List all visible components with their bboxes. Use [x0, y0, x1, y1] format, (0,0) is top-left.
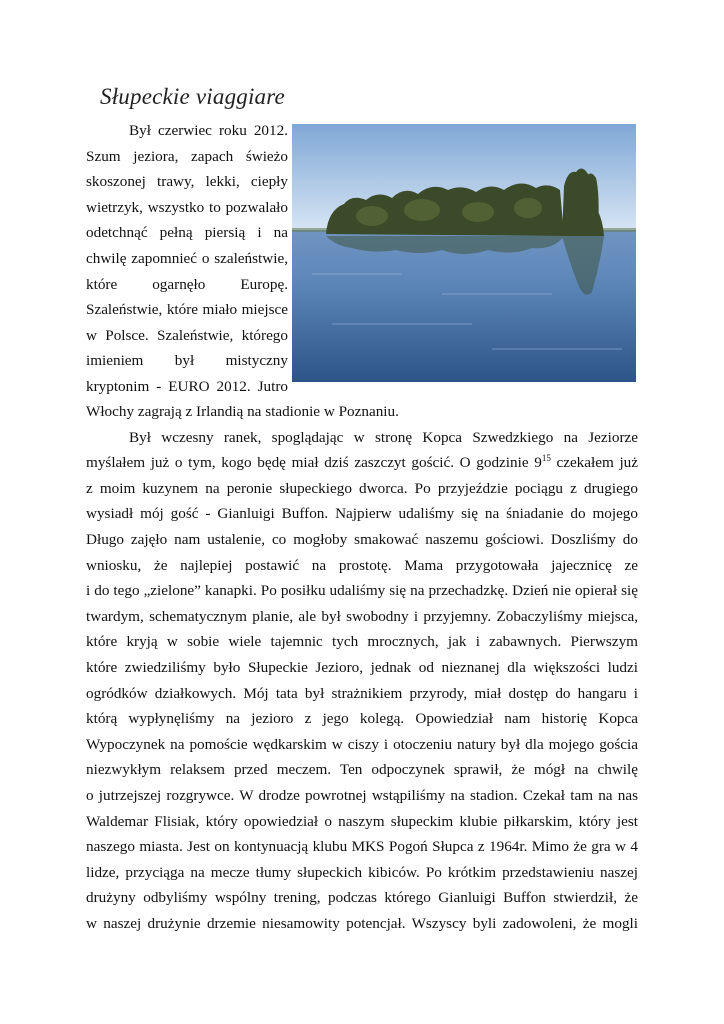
para2-line: które kryją w sobie wiele tajemnic tych mrocznych, jak i zabawnych. Pierwszym: [86, 633, 638, 651]
intro-line: w Polsce. Szaleństwie, którego: [86, 326, 288, 344]
para2-line: wysiadł mój gość - Gianluigi Buffon. Najpierw udaliśmy się na śniadanie do mojego: [86, 505, 638, 523]
intro-paragraph-last-line: Włochy zagrają z Irlandią na stadionie w Poznaniu.: [86, 403, 399, 420]
para2-line: naszego miasta. Jest on kontynuacją klubu MKS Pogoń Słupca z 1964r. Mimo że gra w 4: [86, 838, 638, 856]
para2-line: drużyny odbyliśmy wspólny trening, podczas którego Gianluigi Buffon stwierdził, że: [86, 889, 638, 907]
para2-line: w naszej drużynie drzemie niesamowity potencjał. Wszyscy byli zadowoleni, że mogli: [86, 914, 638, 932]
para2-line-1: Był wczesny ranek, spoglądając w stronę Kopca Szwedzkiego na Jeziorze: [129, 428, 638, 446]
para2-line: Waldemar Flisiak, który opowiedział o naszym słupeckim klubie piłkarskim, który jest: [86, 812, 638, 830]
intro-line: które ogarnęło Europę.: [86, 275, 288, 293]
lake-photo: [292, 124, 636, 382]
intro-line: wietrzyk, wszystko to pozwalało: [86, 198, 288, 216]
body-text: [86, 399, 638, 936]
para2-line: niezwykłym relaksem przed meczem. Ten odpoczynek sprawił, że mógł na chwilę: [86, 761, 638, 779]
para2-line: z moim kuzynem na peronie słupeckiego dworca. Po przyjeździe pociągu z drugiego: [86, 479, 638, 497]
intro-line: skoszonej trawy, lekki, ciepły: [86, 173, 288, 191]
page-title: Słupeckie viaggiare: [100, 84, 285, 109]
intro-line: chwilę zapomnieć o szaleństwie,: [86, 249, 288, 267]
para2-line: Wypoczynek na pomoście wędkarskim w ciszy i otoczeniu natury był dla mojego gościa: [86, 735, 638, 753]
intro-line: Szum jeziora, zapach świeżo: [86, 147, 288, 165]
para2-line: które zwiedziliśmy było Słupeckie Jezioro, jednak od nieznanej dla większości ludzi: [86, 658, 638, 676]
para2-line-2: myślałem już o tym, kogo będę miał dziś zaszczyt gościć. O godzinie $9^{15}$ czekałem już: [86, 453, 638, 472]
intro-paragraph: [86, 118, 288, 400]
para2-line: twardym, schematycznym planie, ale był swobodny i przyjemny. Zobaczyliśmy miejsca,: [86, 607, 638, 625]
para2-line: lidze, przyciąga na mecze tłumy słupeckich kibiców. Po krótkim przedstawieniu naszej: [86, 863, 638, 881]
intro-line: Był czerwiec roku 2012.: [129, 122, 288, 139]
intro-line: imieniem był mistyczny: [86, 352, 288, 370]
para2-line: którą wypłynęliśmy na jezioro z jego kolegą. Opowiedział nam historię Kopca: [86, 710, 638, 728]
intro-line: Szaleństwie, które miało miejsce: [86, 301, 288, 319]
para2-line: wniosku, że najlepiej postawić na prostotę. Mama przygotowała jajecznicę ze: [86, 556, 638, 574]
para2-line: Długo zajęło nam ustalenie, co mogłoby smakować naszemu gościowi. Doszliśmy do: [86, 530, 638, 548]
intro-line: odetchnąć pełną piersią i na: [86, 224, 288, 242]
intro-line: kryptonim - EURO 2012. Jutro: [86, 377, 288, 395]
lake-photo-image: [292, 124, 636, 382]
para2-line: ogródków działkowych. Mój tata był strażnikiem przyrody, miał dostęp do hangaru i: [86, 684, 638, 702]
para2-line: i do tego „zielone” kanapki. Po posiłku udaliśmy się na przechadzkę. Dzień nie opierał się: [86, 582, 638, 600]
para2-line: o jutrzejszej rozgrywce. W drodze powrotnej wstąpiliśmy na stadion. Czekał tam na nas: [86, 786, 638, 804]
